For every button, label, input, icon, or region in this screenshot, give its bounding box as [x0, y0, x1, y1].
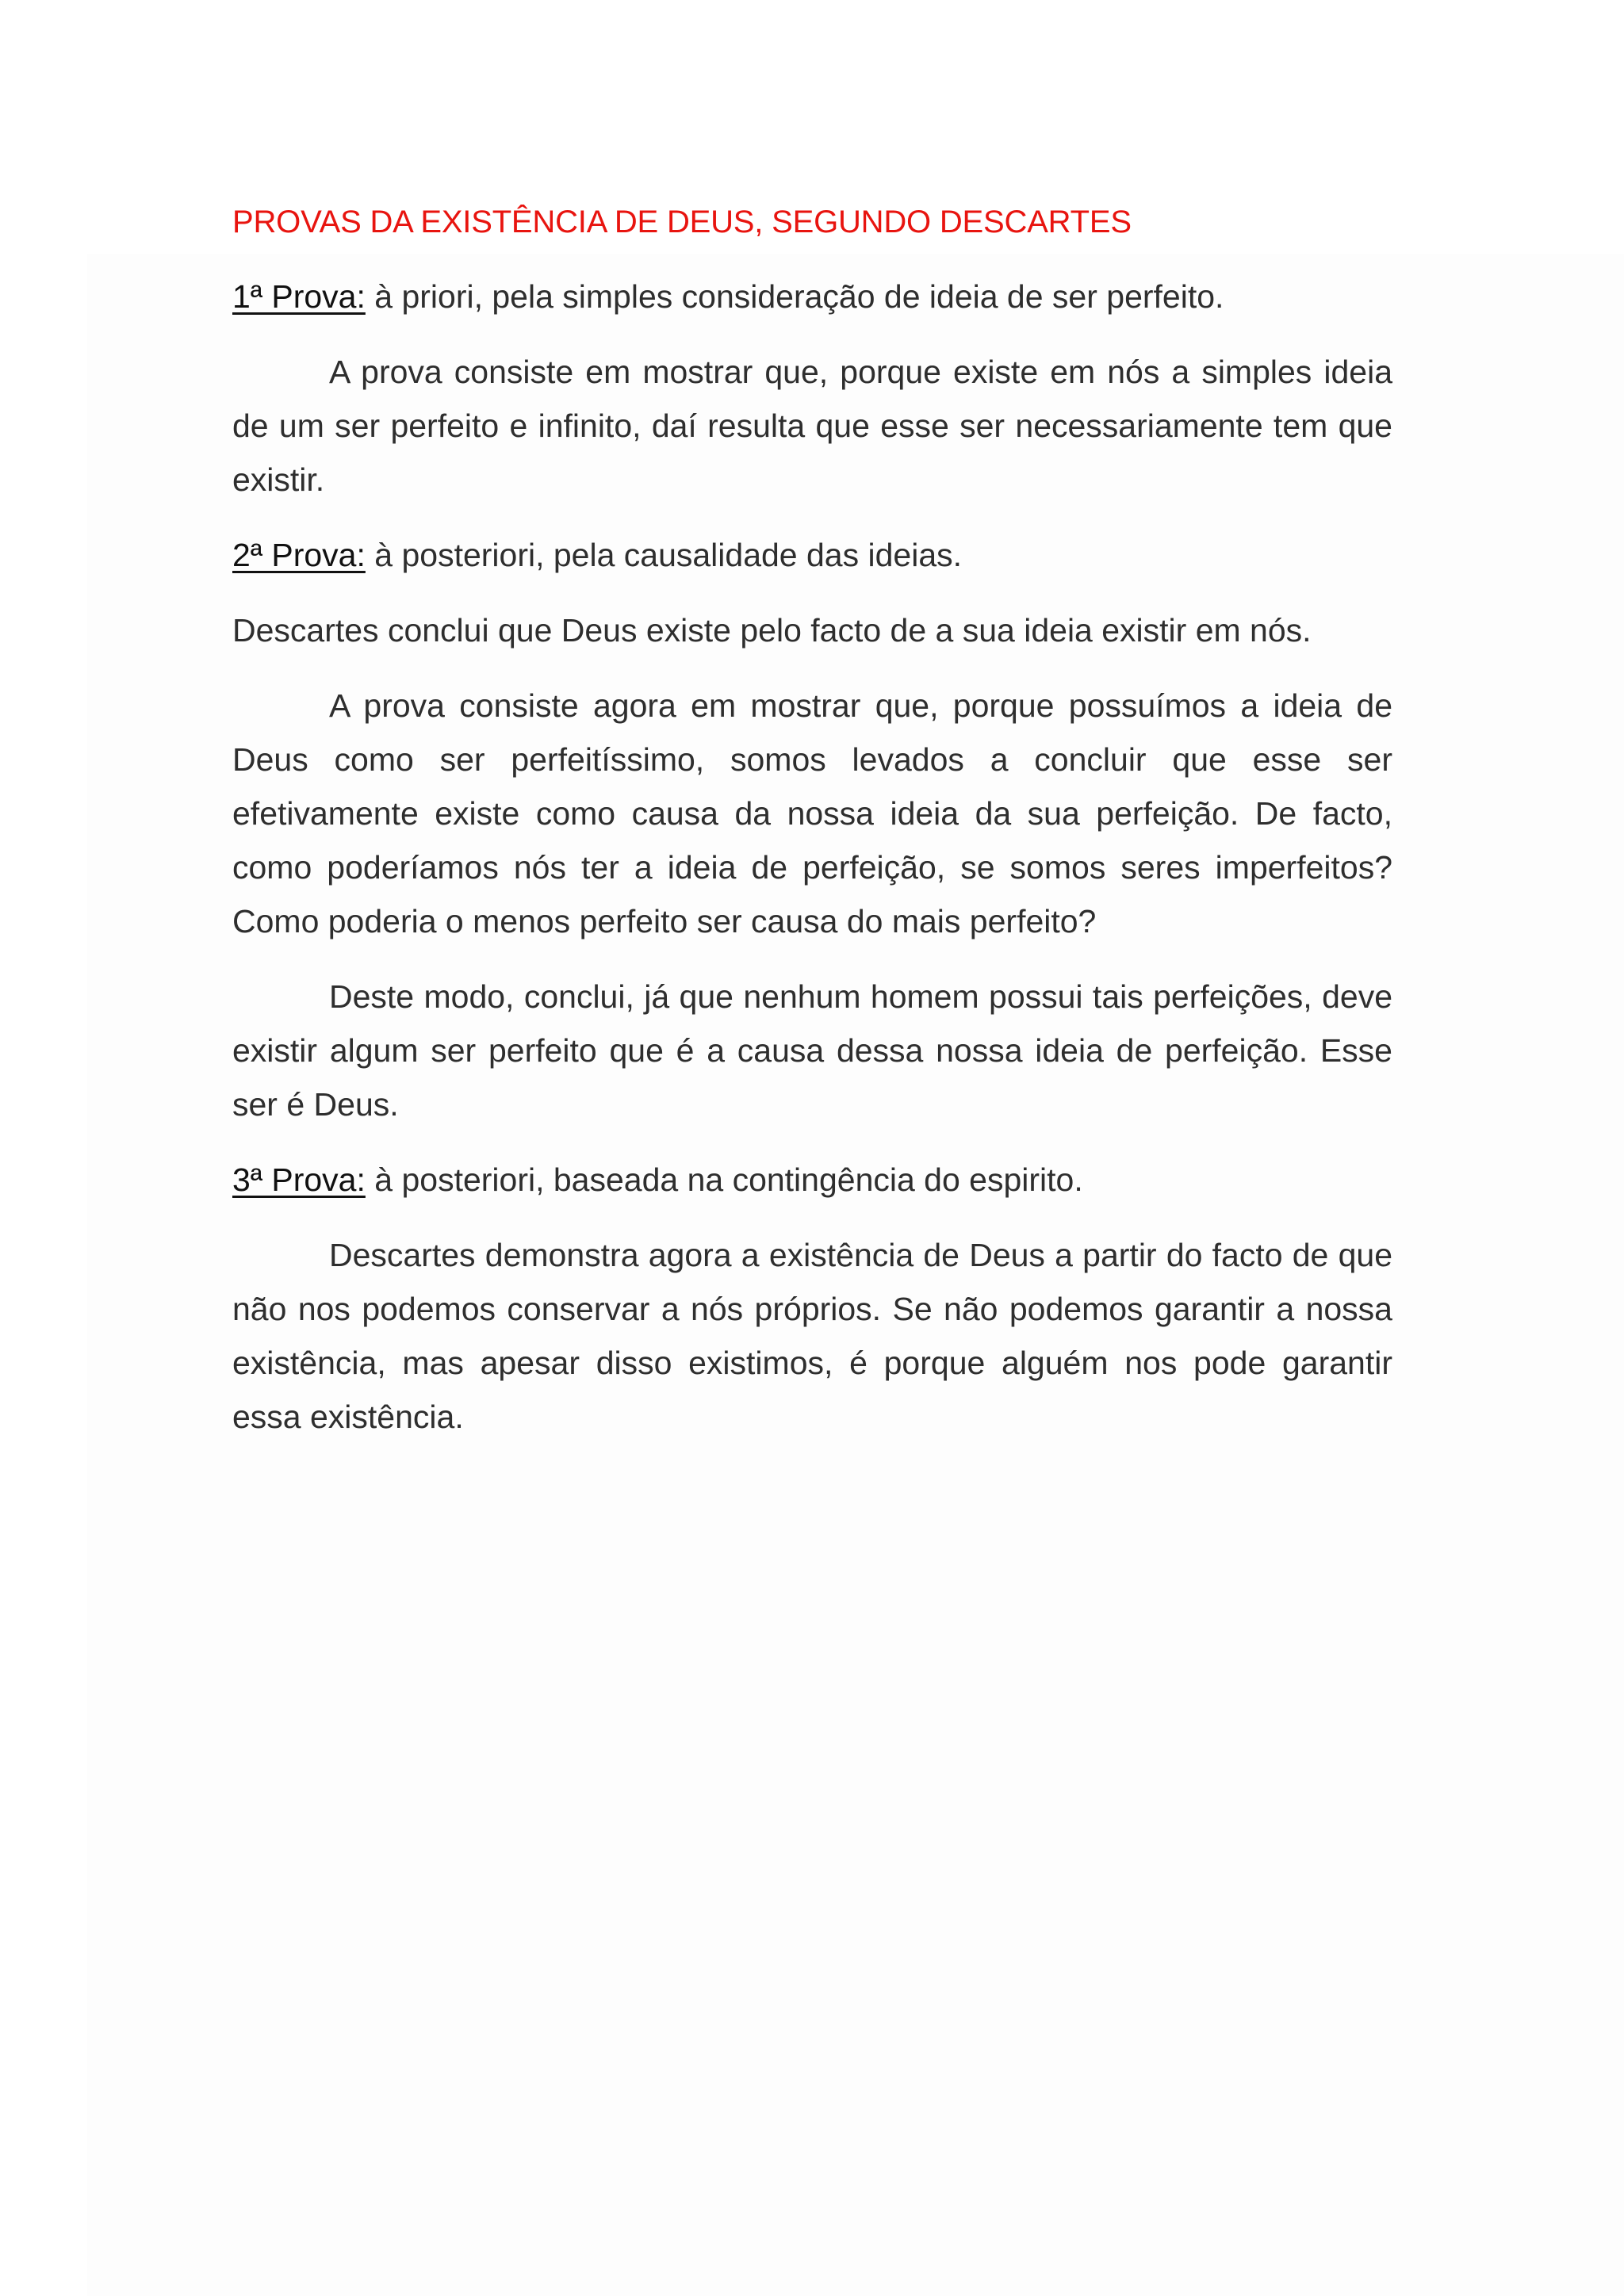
- proof-1-heading: [232, 270, 1392, 323]
- proof-3-paragraph: Descartes demonstra agora a existência de Deus a partir do facto de que não nos podemos conservar a nós próprios. Se não podemos garantir a nossa existência, mas apesar disso existimos, é porque alguém nos pode garantir essa existência.: [232, 1237, 1392, 1435]
- document-body: [232, 184, 1392, 1465]
- proof-2-heading: [232, 528, 1392, 582]
- proof-2-label: 2ª Prova:: [232, 537, 366, 573]
- proof-1-label: 1ª Prova:: [232, 278, 366, 315]
- proof-3-summary: à posteriori, baseada na contingência do espirito.: [365, 1161, 1083, 1198]
- proof-2-paragraph-1: A prova consiste agora em mostrar que, porque possuímos a ideia de Deus como ser perfeitíssimo, somos levados a concluir que esse ser efetivamente existe como causa da nossa ideia da sua perfeição. De facto, como poderíamos nós ter a ideia de perfeição, se somos seres imperfeitos? Como poderia o menos perfeito ser causa do mais perfeito?: [232, 687, 1392, 939]
- proof-1-paragraph: A prova consiste em mostrar que, porque existe em nós a simples ideia de um ser perfeito e infinito, daí resulta que esse ser necessariamente tem que existir.: [232, 354, 1392, 498]
- proof-1-summary: à priori, pela simples consideração de ideia de ser perfeito.: [365, 278, 1224, 315]
- proof-3-label: 3ª Prova:: [232, 1161, 366, 1198]
- document-title: PROVAS DA EXISTÊNCIA DE DEUS, SEGUNDO DESCARTES: [232, 205, 1132, 239]
- proof-2-paragraph-2: Deste modo, conclui, já que nenhum homem possui tais perfeições, deve existir algum ser perfeito que é a causa dessa nossa ideia de perfeição. Esse ser é Deus.: [232, 978, 1392, 1123]
- proof-2-conclusion: Descartes conclui que Deus existe pelo facto de a sua ideia existir em nós.: [232, 612, 1312, 649]
- proof-2-summary: à posteriori, pela causalidade das ideias.: [365, 537, 963, 573]
- proof-3-heading: [232, 1153, 1392, 1207]
